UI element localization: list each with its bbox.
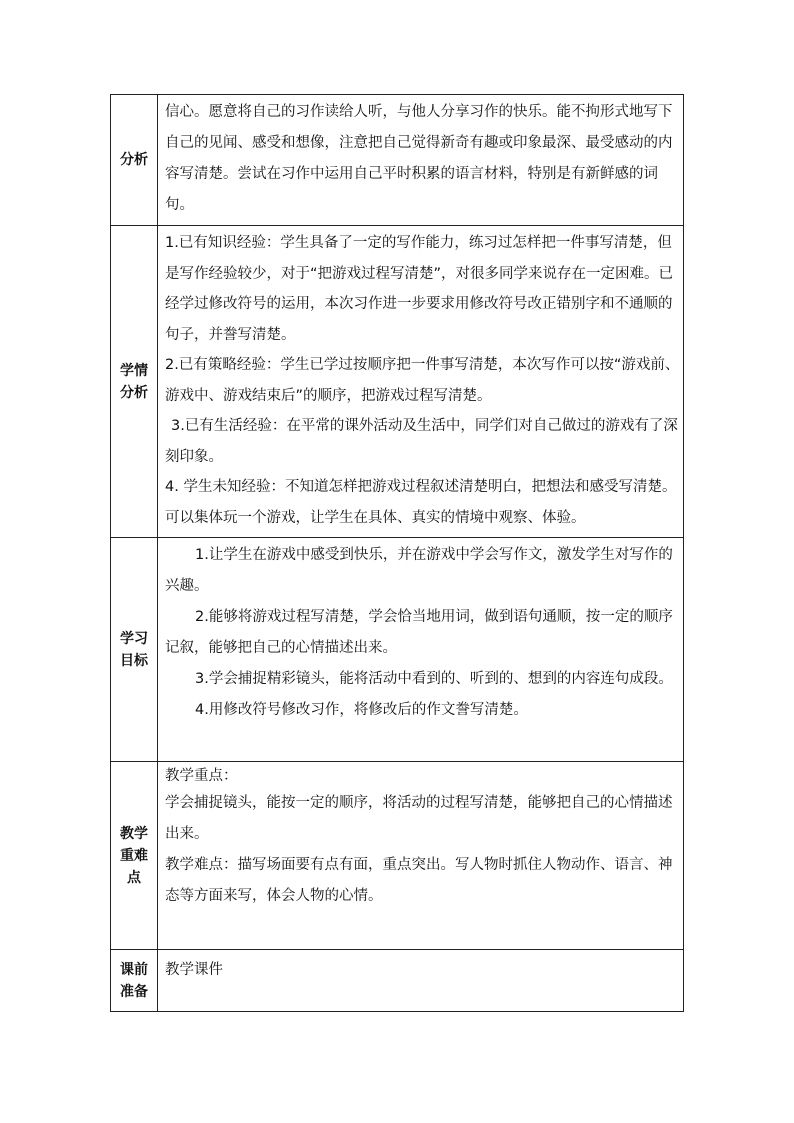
paragraph: 1.让学生在游戏中感受到快乐，并在游戏中学会写作文，激发学生对写作的兴趣。 (165, 547, 673, 594)
label-line: 学习 (120, 630, 148, 647)
label-line: 学情 (120, 362, 148, 379)
paragraph: 3.已有生活经验：在平常的课外活动及生活中，同学们对自己做过的游戏有了深刻印象。 (165, 418, 678, 465)
label-line: 课前 (120, 961, 148, 978)
label-preparation (111, 950, 158, 1012)
paragraph: 教学难点：描写场面要有点有面，重点突出。写人物时抓住人物动作、语言、神态等方面来写，体会人物的心情。 (165, 857, 673, 904)
label-line: 点 (127, 869, 141, 886)
lesson-plan-table (110, 94, 684, 1012)
label-line: 教学 (120, 825, 148, 842)
paragraph: 2.能够将游戏过程写清楚，学会恰当地用词，做到语句通顺，按一定的顺序记叙，能够把自己的心情描述出来。 (165, 609, 673, 656)
label-key-points (111, 762, 158, 950)
label-line: 目标 (120, 652, 148, 669)
paragraph: 1.已有知识经验：学生具备了一定的写作能力，练习过怎样把一件事写清楚，但是写作经验较少，对于“把游戏过程写清楚”，对很多同学来说存在一定困难。已经学过修改符号的运用，本次习作进一步要求用修改符号改正错别字和不通顺的句子，并誊写清楚。 (165, 235, 674, 343)
label-learning-goals (111, 538, 158, 762)
content-student-analysis (158, 226, 684, 538)
paragraph: 4.用修改符号修改习作，将修改后的作文誊写清楚。 (195, 702, 528, 718)
paragraph: 信心。愿意将自己的习作读给人听，与他人分享习作的快乐。能不拘形式地写下自己的见闻、感受和想像，注意把自己觉得新奇有趣或印象最深、最受感动的内容写清楚。尝试在习作中运用自己平时积累的语言材料，特别是有新鲜感的词句。 (165, 104, 673, 213)
row-student-analysis (111, 226, 684, 538)
content-analysis (158, 95, 684, 226)
label-student-analysis (111, 226, 158, 538)
label-analysis (111, 95, 158, 226)
label-line: 分析 (120, 152, 148, 168)
content-learning-goals (158, 538, 684, 762)
row-preparation (111, 950, 684, 1012)
paragraph: 2.已有策略经验：学生已学过按顺序把一件事写清楚，本次写作可以按“游戏前、游戏中、游戏结束后”的顺序，把游戏过程写清楚。 (165, 357, 680, 404)
paragraph: 教学重点： (165, 768, 238, 784)
row-learning-goals (111, 538, 684, 762)
paragraph: 学会捕捉镜头，能按一定的顺序，将活动的过程写清楚，能够把自己的心情描述出来。 (165, 795, 673, 842)
label-line: 准备 (120, 983, 148, 1000)
label-line: 重难 (120, 847, 148, 864)
content-key-points (158, 762, 684, 950)
label-line: 分析 (120, 384, 148, 401)
paragraph: 教学课件 (165, 962, 223, 978)
row-key-points (111, 762, 684, 950)
content-preparation (158, 950, 684, 1012)
row-analysis (111, 95, 684, 226)
paragraph: 3.学会捕捉精彩镜头，能将活动中看到的、听到的、想到的内容连句成段。 (195, 671, 673, 687)
paragraph: 4. 学生未知经验：不知道怎样把游戏过程叙述清楚明白，把想法和感受写清楚。可以集体玩一个游戏，让学生在具体、真实的情境中观察、体验。 (165, 479, 677, 526)
